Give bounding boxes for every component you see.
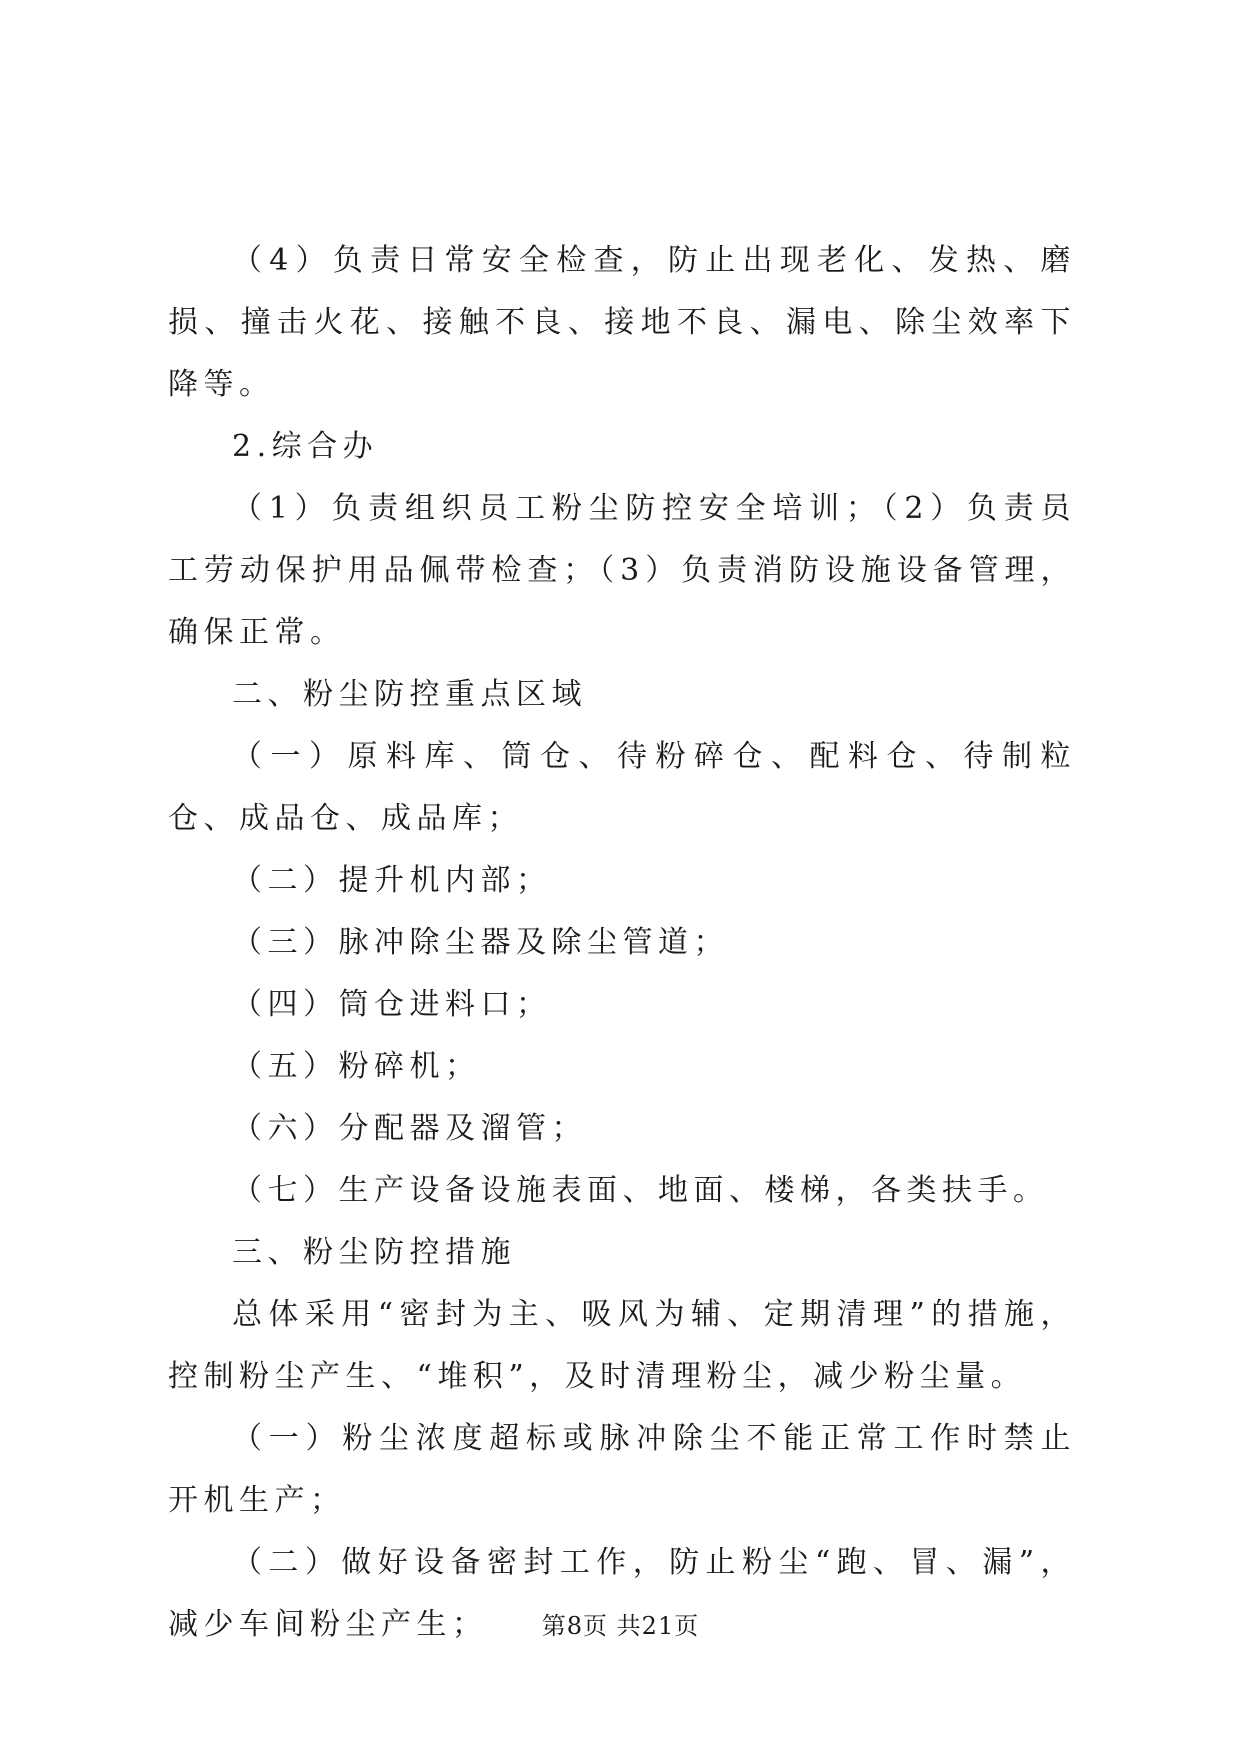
list-item: （一）原料库、筒仓、待粉碎仓、配料仓、待制粒仓、成品仓、成品库； [168,739,1076,836]
list-item: （一）粉尘浓度超标或脉冲除尘不能正常工作时禁止开机生产； [168,1421,1076,1518]
document-body [168,230,1076,1656]
list-item: （二）提升机内部； [232,863,552,898]
paragraph: （1）负责组织员工粉尘防控安全培训；（2）负责员工劳动保护用品佩带检查；（3）负责消防设施设备管理，确保正常。 [168,491,1076,650]
list-item: （四）筒仓进料口； [232,987,552,1022]
section-heading: 二、粉尘防控重点区域 [232,677,587,712]
list-item: （三）脉冲除尘器及除尘管道； [232,925,729,960]
paragraph: 总体采用“密封为主、吸风为辅、定期清理”的措施，控制粉尘产生、“堆积”，及时清理粉尘，减少粉尘量。 [168,1297,1076,1394]
list-item: （六）分配器及溜管； [232,1111,587,1146]
section-heading: 三、粉尘防控措施 [232,1235,516,1270]
list-item: （七）生产设备设施表面、地面、楼梯，各类扶手。 [232,1173,1049,1208]
list-item: （二）做好设备密封工作，防止粉尘“跑、冒、漏”，减少车间粉尘产生； [168,1545,1076,1642]
paragraph: （4）负责日常安全检查，防止出现老化、发热、磨损、撞击火花、接触不良、接地不良、漏电、除尘效率下降等。 [168,243,1076,402]
section-heading: 2.综合办 [232,429,379,464]
page-number-footer: 第8页 共21页 [541,1612,700,1640]
list-item: （五）粉碎机； [232,1049,481,1084]
